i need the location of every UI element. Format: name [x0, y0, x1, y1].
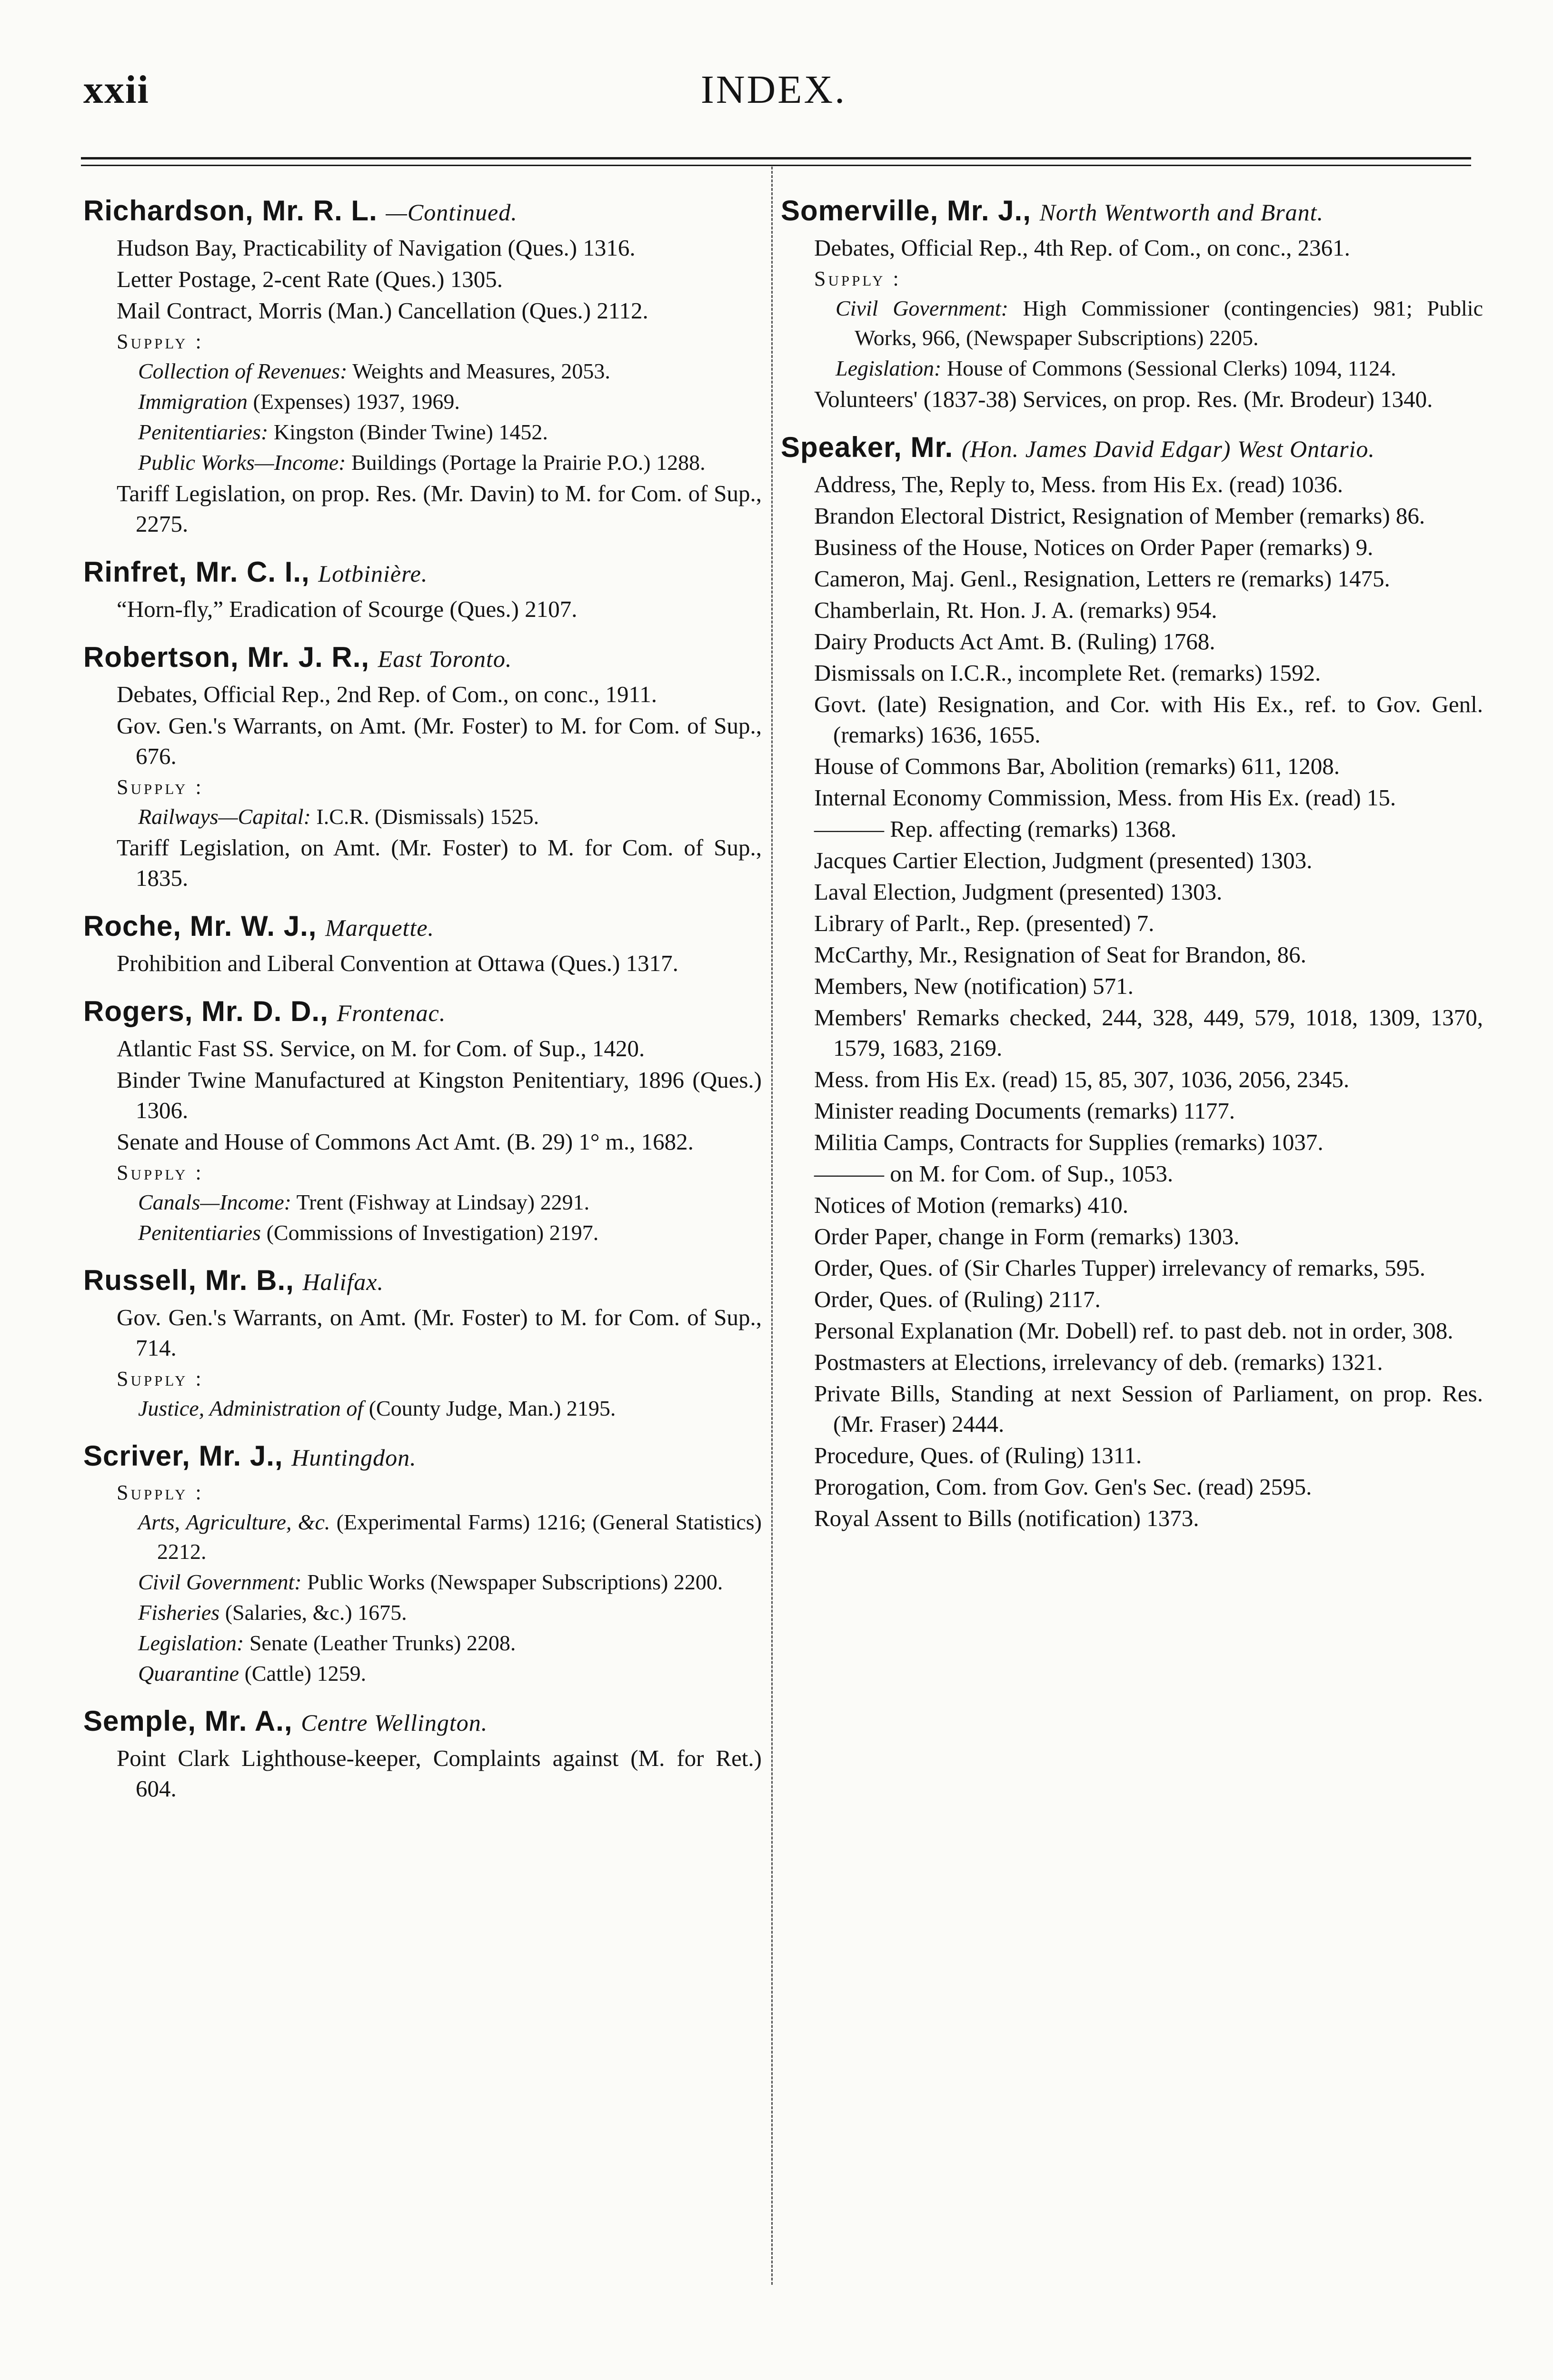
index-line: “Horn-fly,” Eradication of Scourge (Ques.) 2107. [117, 596, 577, 622]
index-line: Volunteers' (1837-38) Services, on prop. Res. (Mr. Brodeur) 1340. [814, 386, 1433, 412]
member-riding: Huntingdon. [291, 1444, 417, 1471]
header-rule-secondary [81, 165, 1471, 166]
member-riding: Marquette. [325, 914, 435, 941]
index-line: Royal Assent to Bills (notification) 1373. [814, 1505, 1199, 1531]
member-name [83, 1436, 762, 1478]
supply-text: House of Commons (Sessional Clerks) 1094, 1124. [941, 356, 1396, 380]
supply-line [83, 1659, 762, 1688]
member-riding: Halifax. [302, 1269, 384, 1295]
member-name [781, 427, 1483, 469]
member-riding: North Wentworth and Brant. [1039, 199, 1324, 226]
index-line: Postmasters at Elections, irrelevancy of deb. (remarks) 1321. [814, 1349, 1383, 1375]
index-line: Laval Election, Judgment (presented) 1303. [814, 879, 1223, 905]
index-entry [83, 1701, 762, 1804]
index-line: Gov. Gen.'s Warrants, on Amt. (Mr. Foster) to M. for Com. of Sup., 676. [117, 713, 762, 769]
member-riding: East Toronto. [378, 645, 512, 672]
supply-line [83, 1218, 762, 1248]
page-title: INDEX. [700, 68, 847, 112]
supply-text: High Commissioner (contingencies) 981; Public Works, 966, (Newspaper Subscriptions) 2205. [855, 296, 1483, 350]
member-riding: —Continued. [386, 199, 518, 226]
index-line: Dismissals on I.C.R., incomplete Ret. (remarks) 1592. [814, 660, 1321, 686]
index-line: Hudson Bay, Practicability of Navigation (Ques.) 1316. [117, 235, 636, 261]
supply-head: Arts, Agriculture, &c. [138, 1510, 330, 1534]
member-name [83, 190, 762, 233]
supply-head: Penitentiaries [138, 1220, 261, 1245]
index-line: Tariff Legislation, on prop. Res. (Mr. Davin) to M. for Com. of Sup., 2275. [117, 480, 762, 537]
member-name-text: Speaker, Mr. [781, 431, 954, 463]
index-line: Order Paper, change in Form (remarks) 1303. [814, 1223, 1240, 1250]
supply-head: Collection of Revenues: [138, 359, 348, 383]
member-name [83, 1260, 762, 1302]
supply-heading: Supply : [814, 267, 901, 290]
index-line: Prorogation, Com. from Gov. Gen's Sec. (read) 2595. [814, 1474, 1312, 1500]
supply-head: Legislation: [836, 356, 942, 380]
supply-line [83, 1598, 762, 1627]
supply-head: Civil Government: [138, 1570, 302, 1594]
column-divider [771, 167, 773, 2285]
supply-head: Immigration [138, 389, 248, 414]
index-entry [83, 190, 762, 539]
index-line: Tariff Legislation, on Amt. (Mr. Foster) to M. for Com. of Sup., 1835. [117, 834, 762, 891]
index-entry [83, 1436, 762, 1688]
index-entry [83, 552, 762, 625]
supply-line [83, 417, 762, 447]
supply-text: (Cattle) 1259. [239, 1661, 367, 1686]
supply-head: Justice, Administration of [138, 1396, 364, 1420]
member-name-text: Richardson, Mr. R. L. [83, 195, 378, 227]
supply-text: (Commissions of Investigation) 2197. [261, 1220, 599, 1245]
supply-line [83, 387, 762, 416]
index-line: Atlantic Fast SS. Service, on M. for Com. of Sup., 1420. [117, 1035, 645, 1061]
index-entry [781, 190, 1483, 415]
member-name-text: Scriver, Mr. J., [83, 1440, 283, 1472]
supply-text: Kingston (Binder Twine) 1452. [268, 420, 548, 444]
index-entry [83, 1260, 762, 1423]
supply-text: Senate (Leather Trunks) 2208. [244, 1631, 516, 1655]
page-header [83, 67, 1464, 124]
header-rule [81, 157, 1471, 159]
member-name-text: Robertson, Mr. J. R., [83, 641, 370, 673]
index-line: Procedure, Ques. of (Ruling) 1311. [814, 1442, 1142, 1468]
supply-text: (Expenses) 1937, 1969. [248, 389, 460, 414]
member-name-text: Rinfret, Mr. C. I., [83, 556, 310, 588]
supply-heading: Supply : [117, 775, 204, 799]
index-line: Chamberlain, Rt. Hon. J. A. (remarks) 954. [814, 597, 1217, 623]
member-riding: Centre Wellington. [301, 1709, 488, 1736]
index-line: Senate and House of Commons Act Amt. (B. 29) 1° m., 1682. [117, 1129, 694, 1155]
index-line: Prohibition and Liberal Convention at Ottawa (Ques.) 1317. [117, 950, 678, 976]
supply-text: (Salaries, &c.) 1675. [219, 1600, 407, 1625]
index-line: Address, The, Reply to, Mess. from His Ex. (read) 1036. [814, 471, 1343, 497]
supply-head: Legislation: [138, 1631, 244, 1655]
index-line: Mail Contract, Morris (Man.) Cancellation (Ques.) 2112. [117, 298, 648, 324]
supply-heading: Supply : [117, 330, 204, 353]
index-line: ——— on M. for Com. of Sup., 1053. [814, 1160, 1174, 1187]
index-line: Debates, Official Rep., 2nd Rep. of Com., on conc., 1911. [117, 681, 657, 707]
member-name-text: Somerville, Mr. J., [781, 195, 1031, 227]
index-line: Private Bills, Standing at next Session of Parliament, on prop. Res. (Mr. Fraser) 2444. [814, 1380, 1483, 1437]
supply-text: Trent (Fishway at Lindsay) 2291. [291, 1190, 590, 1214]
supply-heading: Supply : [117, 1161, 204, 1184]
member-name-text: Russell, Mr. B., [83, 1264, 294, 1296]
supply-head: Public Works—Income: [138, 450, 346, 475]
index-line: Mess. from His Ex. (read) 15, 85, 307, 1036, 2056, 2345. [814, 1066, 1350, 1092]
index-line: Debates, Official Rep., 4th Rep. of Com., on conc., 2361. [814, 235, 1350, 261]
page-number: xxii [83, 68, 149, 112]
supply-line [781, 294, 1483, 353]
supply-line [83, 1628, 762, 1658]
index-line: Binder Twine Manufactured at Kingston Penitentiary, 1896 (Ques.) 1306. [117, 1067, 762, 1123]
index-line: Notices of Motion (remarks) 410. [814, 1192, 1128, 1218]
member-name [83, 552, 762, 594]
supply-head: Railways—Capital: [138, 804, 311, 829]
index-line: Militia Camps, Contracts for Supplies (remarks) 1037. [814, 1129, 1324, 1155]
member-riding: (Hon. James David Edgar) West Ontario. [961, 436, 1375, 462]
index-line: Order, Ques. of (Sir Charles Tupper) irrelevancy of remarks, 595. [814, 1255, 1425, 1281]
index-line: Dairy Products Act Amt. B. (Ruling) 1768. [814, 628, 1215, 654]
index-line: Business of the House, Notices on Order Paper (remarks) 9. [814, 534, 1374, 560]
member-name-text: Semple, Mr. A., [83, 1705, 293, 1737]
supply-head: Penitentiaries: [138, 420, 269, 444]
index-line: Gov. Gen.'s Warrants, on Amt. (Mr. Foster) to M. for Com. of Sup., 714. [117, 1304, 762, 1361]
member-riding: Lotbinière. [318, 560, 428, 587]
index-entry [781, 427, 1483, 1534]
index-line: Personal Explanation (Mr. Dobell) ref. to past deb. not in order, 308. [814, 1318, 1453, 1344]
index-line: Internal Economy Commission, Mess. from His Ex. (read) 15. [814, 784, 1396, 811]
supply-line [781, 354, 1483, 383]
supply-line [83, 1394, 762, 1423]
index-line: House of Commons Bar, Abolition (remarks) 611, 1208. [814, 753, 1340, 779]
supply-line [83, 357, 762, 386]
supply-heading: Supply : [117, 1481, 204, 1504]
supply-line [83, 1507, 762, 1567]
index-line: Members' Remarks checked, 244, 328, 449, 579, 1018, 1309, 1370, 1579, 1683, 2169. [814, 1004, 1483, 1061]
member-name [83, 637, 762, 679]
index-entry [83, 991, 762, 1248]
supply-text: Weights and Measures, 2053. [347, 359, 610, 383]
supply-text: (Experimental Farms) 1216; (General Statistics) 2212. [157, 1510, 762, 1564]
index-line: McCarthy, Mr., Resignation of Seat for Brandon, 86. [814, 942, 1306, 968]
member-riding: Frontenac. [337, 1000, 446, 1026]
index-line: Brandon Electoral District, Resignation of Member (remarks) 86. [814, 503, 1425, 529]
supply-head: Civil Government: [836, 296, 1008, 320]
supply-text: (County Judge, Man.) 2195. [363, 1396, 616, 1420]
member-name [83, 906, 762, 948]
index-line: Minister reading Documents (remarks) 1177. [814, 1098, 1235, 1124]
member-name-text: Roche, Mr. W. J., [83, 910, 317, 942]
supply-head: Fisheries [138, 1600, 220, 1625]
index-line: Members, New (notification) 571. [814, 973, 1134, 999]
index-line: ——— Rep. affecting (remarks) 1368. [814, 816, 1177, 842]
supply-head: Canals—Income: [138, 1190, 291, 1214]
index-line: Order, Ques. of (Ruling) 2117. [814, 1286, 1101, 1312]
member-name-text: Rogers, Mr. D. D., [83, 995, 329, 1027]
supply-head: Quarantine [138, 1661, 239, 1686]
member-name [83, 991, 762, 1033]
supply-text: Public Works (Newspaper Subscriptions) 2200. [301, 1570, 723, 1594]
supply-line [83, 1188, 762, 1217]
supply-text: I.C.R. (Dismissals) 1525. [310, 804, 539, 829]
supply-line [83, 448, 762, 477]
supply-text: Buildings (Portage la Prairie P.O.) 1288. [346, 450, 706, 475]
index-line: Cameron, Maj. Genl., Resignation, Letters re (remarks) 1475. [814, 565, 1390, 592]
index-entry [83, 637, 762, 893]
member-name [781, 190, 1483, 233]
index-entry [83, 906, 762, 979]
right-column [781, 190, 1483, 1546]
left-column [83, 190, 762, 1816]
supply-heading: Supply : [117, 1367, 204, 1390]
index-line: Govt. (late) Resignation, and Cor. with His Ex., ref. to Gov. Genl. (remarks) 1636, 1655. [814, 691, 1483, 748]
index-line: Point Clark Lighthouse-keeper, Complaints against (M. for Ret.) 604. [117, 1745, 762, 1802]
index-line: Jacques Cartier Election, Judgment (presented) 1303. [814, 847, 1313, 873]
member-name [83, 1701, 762, 1743]
index-line: Letter Postage, 2-cent Rate (Ques.) 1305. [117, 266, 503, 292]
supply-line [83, 1567, 762, 1597]
index-line: Library of Parlt., Rep. (presented) 7. [814, 910, 1155, 936]
supply-line [83, 802, 762, 832]
